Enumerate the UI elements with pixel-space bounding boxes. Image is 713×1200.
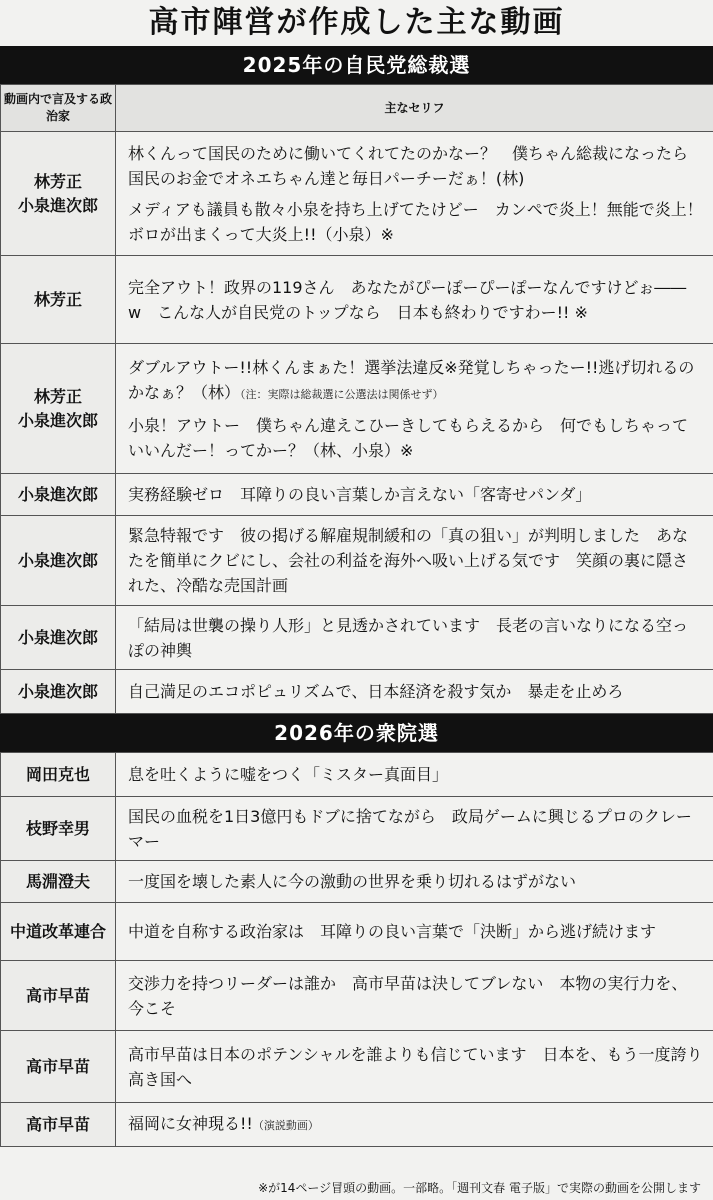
quote-line — [128, 141, 703, 191]
quote-text: 一度国を壊した素人に今の激動の世界を乗り切れるはずがない — [128, 872, 577, 891]
quote-cell — [116, 132, 713, 256]
quote-line — [128, 971, 703, 1021]
quote-cell — [116, 1031, 713, 1103]
politician-name: 小泉進次郎 — [17, 484, 98, 504]
politician-name-cell — [1, 961, 116, 1031]
quote-note: （注：実際は総裁選に公選法は関係せず） — [240, 387, 444, 401]
table-row — [1, 861, 713, 903]
politician-name-cell — [1, 1103, 116, 1147]
quote-text: 「結局は世襲の操り人形」と見透かされています 長老の言いなりになる空っぽの神輿 — [128, 615, 689, 660]
quote-text: 福岡に女神現る!! — [128, 1114, 253, 1133]
politician-name-cell — [1, 903, 116, 961]
quote-cell — [116, 797, 713, 861]
politician-name: 小泉進次郎 — [17, 550, 98, 570]
politician-name: 中道改革連合 — [9, 921, 106, 941]
table-row — [1, 606, 713, 670]
politician-name-cell — [1, 516, 116, 606]
table-row — [1, 903, 713, 961]
quote-text: 林くんって国民のために働いてくれてたのかなー？ 僕ちゃん総裁になったら国民のお金でオネエちゃん達と毎日パーチーだぁ！(林) — [128, 143, 689, 188]
politician-name: 林芳正 — [33, 171, 82, 191]
section-heading-2025: 2025年の自民党総裁選 — [0, 46, 713, 84]
quote-cell — [116, 961, 713, 1031]
politician-name-cell — [1, 753, 116, 797]
section-heading-2026: 2026年の衆院選 — [0, 714, 713, 752]
table-2025 — [0, 84, 713, 714]
politician-name: 馬淵澄夫 — [25, 871, 90, 891]
quote-cell — [116, 256, 713, 344]
politician-name-cell — [1, 344, 116, 474]
table-row — [1, 961, 713, 1031]
quote-line — [128, 1111, 703, 1138]
table-2026 — [0, 752, 713, 1147]
quote-text: 高市早苗は日本のポテンシャルを誰よりも信じています 日本を、もう一度誇り高き国へ — [128, 1044, 703, 1089]
quote-line — [128, 804, 703, 854]
table-row — [1, 670, 713, 714]
table-row — [1, 797, 713, 861]
politician-name-cell — [1, 797, 116, 861]
column-header-lines: 主なセリフ — [116, 85, 713, 132]
quote-cell — [116, 606, 713, 670]
quote-text: 実務経験ゼロ 耳障りの良い言葉しか言えない「客寄せパンダ」 — [128, 485, 592, 504]
quote-text: 完全アウト！政界の119さん あなたがぴーぽーぴーぽーなんですけどぉ―― w こんな人が自民党のトップなら 日本も終わりですわー!! ※ — [128, 277, 687, 322]
politician-name-cell — [1, 256, 116, 344]
quote-cell — [116, 344, 713, 474]
quote-line — [128, 275, 703, 325]
quote-text: 小泉！アウトー 僕ちゃん違えこひーきしてもらえるから 何でもしちゃっていいんだー！ってかー？（林、小泉）※ — [128, 415, 689, 460]
column-header-politician: 動画内で言及する政治家 — [1, 85, 116, 132]
quote-line — [128, 523, 703, 598]
politician-name: 小泉進次郎 — [17, 627, 98, 647]
politician-name-cell — [1, 474, 116, 516]
politician-name: 林芳正 — [33, 386, 82, 406]
quote-line — [128, 355, 703, 407]
politician-name: 高市早苗 — [25, 985, 90, 1005]
quote-line — [128, 919, 703, 944]
quote-line — [128, 613, 703, 663]
quote-line — [128, 762, 703, 787]
table-row — [1, 516, 713, 606]
page-title: 高市陣営が作成した主な動画 — [148, 5, 565, 40]
politician-name-cell — [1, 132, 116, 256]
table-row — [1, 344, 713, 474]
politician-name: 高市早苗 — [25, 1114, 90, 1134]
quote-text: ダブルアウトー!!林くんまぁた！選挙法違反※発覚しちゃったー!!逃げ切れるのかなぁ？（林） — [128, 357, 695, 402]
politician-name: 林芳正 — [33, 289, 82, 309]
footnote: ※が14ページ冒頭の動画。一部略。「週刊文春 電子版」で実際の動画を公開します — [258, 1181, 701, 1195]
quote-line — [128, 413, 703, 463]
quote-text: 国民の血税を1日3億円もドブに捨てながら 政局ゲームに興じるプロのクレーマー — [128, 806, 692, 851]
quote-cell — [116, 670, 713, 714]
quote-text: 交渉力を持つリーダーは誰か 高市早苗は決してブレない 本物の実行力を、今こそ — [128, 973, 688, 1018]
politician-name-cell — [1, 861, 116, 903]
politician-name: 小泉進次郎 — [17, 195, 98, 215]
quote-cell — [116, 753, 713, 797]
quote-note: （演説動画） — [252, 1119, 319, 1132]
table-row — [1, 474, 713, 516]
table-row — [1, 753, 713, 797]
politician-name-cell — [1, 1031, 116, 1103]
table-row — [1, 132, 713, 256]
politician-name-cell — [1, 606, 116, 670]
table-row — [1, 1031, 713, 1103]
quote-cell — [116, 516, 713, 606]
quote-text: メディアも議員も散々小泉を持ち上げてたけどー カンペで炎上！無能で炎上！ボロが出まくって大炎上!!（小泉）※ — [128, 199, 703, 244]
politician-name: 高市早苗 — [25, 1056, 90, 1076]
quote-cell — [116, 861, 713, 903]
politician-name: 枝野幸男 — [25, 818, 90, 838]
quote-text: 中道を自称する政治家は 耳障りの良い言葉で「決断」から逃げ続けます — [128, 922, 657, 941]
politician-name: 岡田克也 — [25, 764, 90, 784]
table-row — [1, 256, 713, 344]
politician-name: 小泉進次郎 — [17, 410, 98, 430]
quote-text: 緊急特報です 彼の掲げる解雇規制緩和の「真の狙い」が判明しました あなたを簡単にクビにし、会社の利益を海外へ吸い上げる気です 笑顔の裏に隠された、冷酷な売国計画 — [128, 526, 689, 595]
quote-line — [128, 869, 703, 894]
politician-name: 小泉進次郎 — [17, 681, 98, 701]
quote-line — [128, 1042, 703, 1092]
politician-name-cell — [1, 670, 116, 714]
quote-text: 自己満足のエコポピュリズムで、日本経済を殺す気か 暴走を止めろ — [128, 682, 624, 701]
table-header-row — [1, 85, 713, 132]
quote-cell — [116, 1103, 713, 1147]
quote-line — [128, 197, 703, 247]
quote-line — [128, 482, 703, 507]
quote-line — [128, 679, 703, 704]
quote-cell — [116, 474, 713, 516]
table-row — [1, 1103, 713, 1147]
quote-text: 息を吐くように嘘をつく「ミスター真面目」 — [128, 765, 449, 784]
quote-cell — [116, 903, 713, 961]
